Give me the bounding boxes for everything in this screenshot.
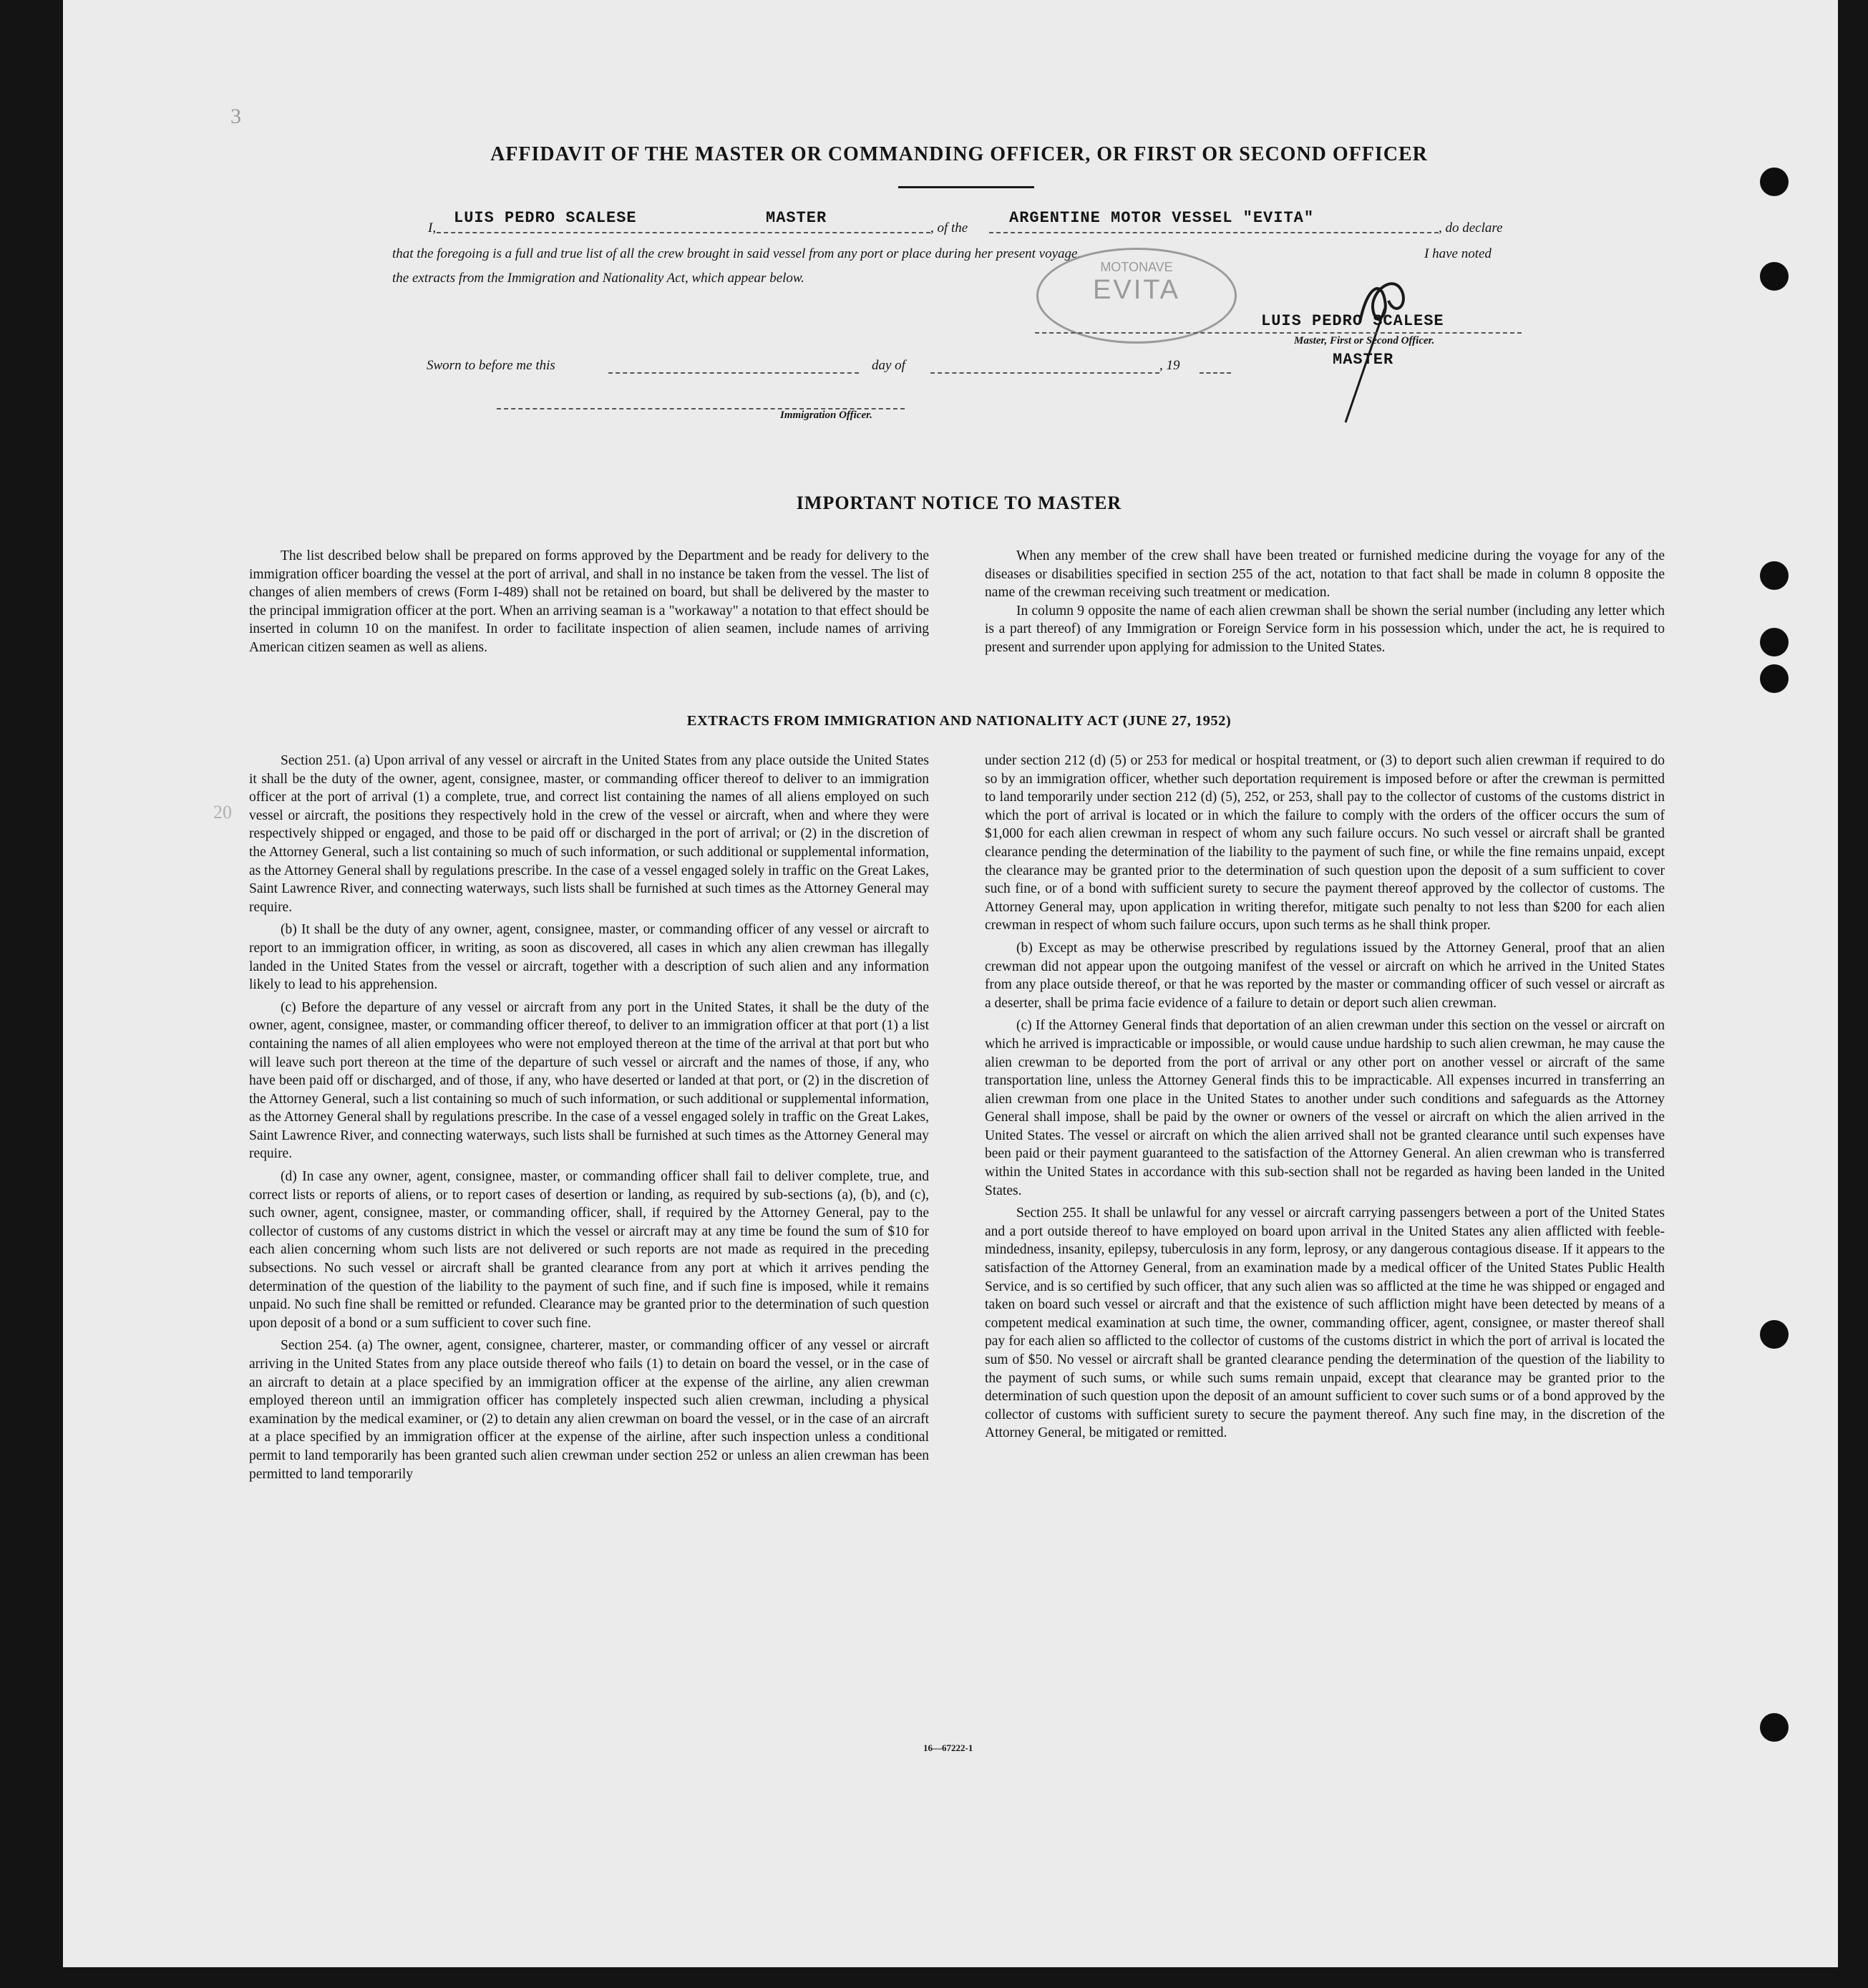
i-label: I, bbox=[428, 220, 437, 236]
punch-hole bbox=[1760, 1713, 1789, 1742]
year-line bbox=[1200, 372, 1231, 374]
do-declare-label: , do declare bbox=[1439, 220, 1503, 236]
affidavit-title: AFFIDAVIT OF THE MASTER OR COMMANDING OFFICER, OR FIRST OR SECOND OFFICER bbox=[490, 143, 1428, 165]
punch-hole bbox=[1760, 561, 1789, 590]
punch-hole bbox=[1760, 168, 1789, 196]
notice-paragraph: When any member of the crew shall have been treated or furnished medicine during the voyage for any of the diseases or disabilities specified in section 255 of the act, notation to that fact shall be made in column 8 opposite the name of the crewman receiving such treatment or medication. bbox=[985, 548, 1665, 601]
extracts-title: EXTRACTS FROM IMMIGRATION AND NATIONALITY ACT (JUNE 27, 1952) bbox=[686, 713, 1232, 729]
declaration-line-2: that the foregoing is a full and true list of all the crew brought in said vessel from any port or place during her present voyage. bbox=[392, 246, 1081, 261]
master-rank: MASTER bbox=[766, 209, 827, 227]
notice-paragraph: The list described below shall be prepared on forms approved by the Department and be ready for delivery to the immigration officer boarding the vessel at the port of arrival, and shall in no instance be taken from the vessel. The list of changes of alien members of crews (Form I-489) shall not be retained on board, but shall be delivered by the master to the principal immigration officer at the port. When an arriving seaman is a "workaway" a notation to that effect should be inserted in column 10 on the manifest. In order to facilitate inspection of alien seamen, include names of arriving American citizen seamen as well as aliens. bbox=[249, 548, 929, 655]
declaration-line-3: the extracts from the Immigration and Nationality Act, which appear below. bbox=[392, 271, 804, 286]
punch-hole bbox=[1760, 1320, 1789, 1349]
punch-hole bbox=[1760, 262, 1789, 291]
extract-paragraph: (b) Except as may be otherwise prescribed by regulations issued by the Attorney General, proof that an alien crewman did not appear upon the outgoing manifest of the vessel or aircraft on which he arrived in the United States from any place outside thereof, or that he was reported by the master or commanding officer of such vessel or aircraft as a deserter, shall be prima facie evidence of a failure to detain or deport such alien crewman. bbox=[985, 940, 1665, 1011]
sworn-line bbox=[608, 372, 859, 374]
page-number: 3 bbox=[230, 105, 241, 128]
declaration-line-2-end: I have noted bbox=[1424, 246, 1492, 261]
officer-caption: Immigration Officer. bbox=[780, 409, 872, 421]
extract-paragraph: (c) If the Attorney General finds that deportation of an alien crewman under this section on the vessel or aircraft on which he arrived is impracticable or impossible, or would cause undue hardship to such alien crewman, he may cause the alien crewman to be deported from the port of arrival or any other port on another vessel or aircraft of the same transportation line, unless the Attorney General finds this to be impracticable. All expenses incurred in transferring an alien crewman from one place in the United States to another under such conditions and safeguards as the Attorney General shall impose, shall be paid by the owner or owners of the vessel or aircraft on which the alien arrived in the United States. The vessel or aircraft on which the alien arrived shall not be granted clearance until such expenses have been paid or their payment guaranteed to the satisfaction of the Attorney General. An alien crewman who is transferred within the United States in accordance with this sub-section shall not be regarded as having been landed in the United States. bbox=[985, 1018, 1665, 1198]
extract-paragraph: Section 255. It shall be unlawful for any vessel or aircraft carrying passengers between a port of the United States and a port outside thereof to have employed on board upon arrival in the United States any alien afflicted with feeble-mindedness, insanity, epilepsy, tuberculosis in any form, leprosy, or any dangerous contagious disease. If it appears to the satisfaction of the Attorney General, from an examination made by a medical officer of the United States Public Health Service, and is so certified by such officer, that any such alien was so afflicted at the time he was shipped or engaged and taken on board such vessel or aircraft and that the existence of such affliction might have been detected by means of a competent medical examination at such time, the owner, commanding officer, agent, consignee, or master thereof shall pay for each alien so afflicted to the collector of customs of the customs district in which the port of arrival is located the sum of $50. No vessel or aircraft shall be granted clearance pending the determination of the question of the liability to the payment of such sums, or while such sums remain unpaid, except that clearance may be granted prior to the determination of such question upon the deposit of an amount sufficient to cover such sums or of a bond approved by the collector of customs with sufficient surety to secure the payment thereof. Any such fine may, in the discretion of the Attorney General, be mitigated or remitted. bbox=[985, 1206, 1665, 1441]
signature-rank: MASTER bbox=[1333, 351, 1394, 369]
extract-paragraph: Section 251. (a) Upon arrival of any vessel or aircraft in the United States from any place outside the United States it shall be the duty of the owner, agent, consignee, master, or commanding officer thereof to deliver to an immigration officer at the port of arrival (1) a complete, true, and correct list containing the names of all aliens employed on such vessel or aircraft, the positions they respectively hold in the crew of the vessel or aircraft, when and where they were respectively shipped or engaged, and those to be paid off or discharged in the port of arrival; or (2) in the discretion of the Attorney General, such a list containing so much of such information, or such additional or supplemental information, as the Attorney General shall by regulations prescribe. In the case of a vessel engaged solely in traffic on the Great Lakes, Saint Lawrence River, and connecting waterways, such lists shall be furnished at such times as the Attorney General may require. bbox=[249, 753, 929, 915]
notice-right-column bbox=[985, 547, 1665, 661]
day-of-line bbox=[930, 372, 1159, 374]
handwritten-signature bbox=[1317, 258, 1431, 437]
stamp-ship-name: EVITA bbox=[1093, 275, 1180, 305]
name-line bbox=[437, 232, 930, 233]
extracts-left-column bbox=[249, 752, 929, 1488]
year-label: , 19 bbox=[1159, 358, 1180, 373]
extract-paragraph: (d) In case any owner, agent, consignee, master, or commanding officer shall fail to deliver complete, true, and correct lists or reports of aliens, or to report cases of desertion or landing, as required by sub-sections (a), (b), and (c), such owner, agent, consignee, master, or commanding officer, shall, if required by the Attorney General, pay to the collector of customs of any customs district in which the vessel or aircraft may at any time be found the sum of $10 for each alien concerning whom such lists are not delivered or such reports are not made as required in the preceding subsections. No such vessel or aircraft shall be granted clearance from any port at which it arrives pending the determination of the question of the liability to the payment of such fine, and if such fine is imposed, while it remains unpaid. No such fine shall be remitted or refunded. Clearance may be granted prior to the determination of such question upon deposit of a bond or a sum sufficient to cover such fine. bbox=[249, 1169, 929, 1331]
ship-stamp bbox=[1036, 248, 1237, 344]
notice-title: IMPORTANT NOTICE TO MASTER bbox=[796, 493, 1122, 513]
day-of-label: day of bbox=[872, 358, 905, 373]
extract-paragraph: (c) Before the departure of any vessel or aircraft from any port in the United States, it shall be the duty of the owner, agent, consignee, master, or commanding officer thereof, to deliver to an immigration officer at that port (1) a list containing the names of all alien employees who were not employed thereon at the time of the arrival at that port but who will leave such port thereon at the time of the departure of such vessel or aircraft and the names of those, if any, who have been paid off or discharged, and of those, if any, who have deserted or landed at that port, or (2) in the discretion of the Attorney General, such a list containing so much of such information, or such additional or supplemental information, as the Attorney General shall by regulations prescribe. In the case of a vessel engaged solely in traffic on the Great Lakes, Saint Lawrence River, and connecting waterways, such lists shall be furnished at such times as the Attorney General may require. bbox=[249, 999, 929, 1162]
footer-form-code: 16—67222-1 bbox=[923, 1742, 973, 1753]
extract-paragraph: under section 212 (d) (5) or 253 for medical or hospital treatment, or (3) to deport such alien crewman if required to do so by an immigration officer, whether such deportation requirement is imposed before or after the crewman is permitted to land temporarily under section 212 (d) (5), 252, or 253, shall pay to the collector of customs of the customs district in which the port of arrival is located or in which the failure to comply with the orders of the officer occurs the sum of $1,000 for each alien crewman in respect of whom any such failure occurs. No such vessel or aircraft shall be granted clearance pending the determination of the liability to the payment of such fine, or while the fine remains unpaid, except the clearance may be granted prior to the determination of such question upon the deposit of a sum sufficient to cover such fine, or of a bond with sufficient surety to secure the payment thereof approved by the collector of customs. The Attorney General may, upon application in writing therefor, mitigate such penalty to not less than $200 for each alien crewman in respect of whom such failure occurs, upon such terms as he shall think proper. bbox=[985, 753, 1665, 934]
sworn-label: Sworn to before me this bbox=[427, 358, 555, 373]
extract-paragraph: Section 254. (a) The owner, agent, consignee, charterer, master, or commanding officer of any vessel or aircraft arriving in the United States from any place outside thereof who fails (1) to detain on board the vessel, or in the case of an aircraft to detain at a place specified by an immigration officer at the expense of the airline, any alien crewman employed thereon until an immigration officer has completely inspected such alien crewman, including a physical examination by the medical examiner, or (2) to detain any alien crewman on board the vessel, or in the case of an aircraft at a place specified by an immigration officer at the expense of the airline, after such inspection unless a conditional permit to land temporarily has been granted such alien crewman under section 252 or unless an alien crewman has been permitted to land temporarily bbox=[249, 1338, 929, 1482]
signature-line bbox=[1035, 332, 1522, 334]
punch-hole bbox=[1760, 628, 1789, 656]
notice-left-column bbox=[249, 547, 929, 661]
punch-hole bbox=[1760, 664, 1789, 693]
extract-paragraph: (b) It shall be the duty of any owner, agent, consignee, master, or commanding officer of any vessel or aircraft to report to an immigration officer, in writing, as soon as discovered, all cases in which any alien crewman has illegally landed in the United States from the vessel or aircraft, together with a description of such alien and any information likely to lead to his apprehension. bbox=[249, 922, 929, 993]
notice-paragraph: In column 9 opposite the name of each alien crewman shall be shown the serial number (including any letter which is a part thereof) of any Immigration or Foreign Service form in his possession which, under the act, he is required to present and surrender upon applying for admission to the United States. bbox=[985, 603, 1665, 655]
extracts-right-column bbox=[985, 752, 1665, 1447]
vessel-line bbox=[989, 232, 1439, 233]
side-number: 20 bbox=[213, 802, 232, 823]
title-rule bbox=[898, 186, 1034, 188]
of-the-label: , of the bbox=[930, 220, 968, 236]
vessel-name: ARGENTINE MOTOR VESSEL "EVITA" bbox=[1009, 209, 1315, 227]
signature-caption: Master, First or Second Officer. bbox=[1294, 335, 1435, 346]
master-name: LUIS PEDRO SCALESE bbox=[454, 209, 637, 227]
stamp-top-text: MOTONAVE bbox=[1100, 260, 1173, 274]
signature-typed-name: LUIS PEDRO SCALESE bbox=[1261, 312, 1444, 330]
